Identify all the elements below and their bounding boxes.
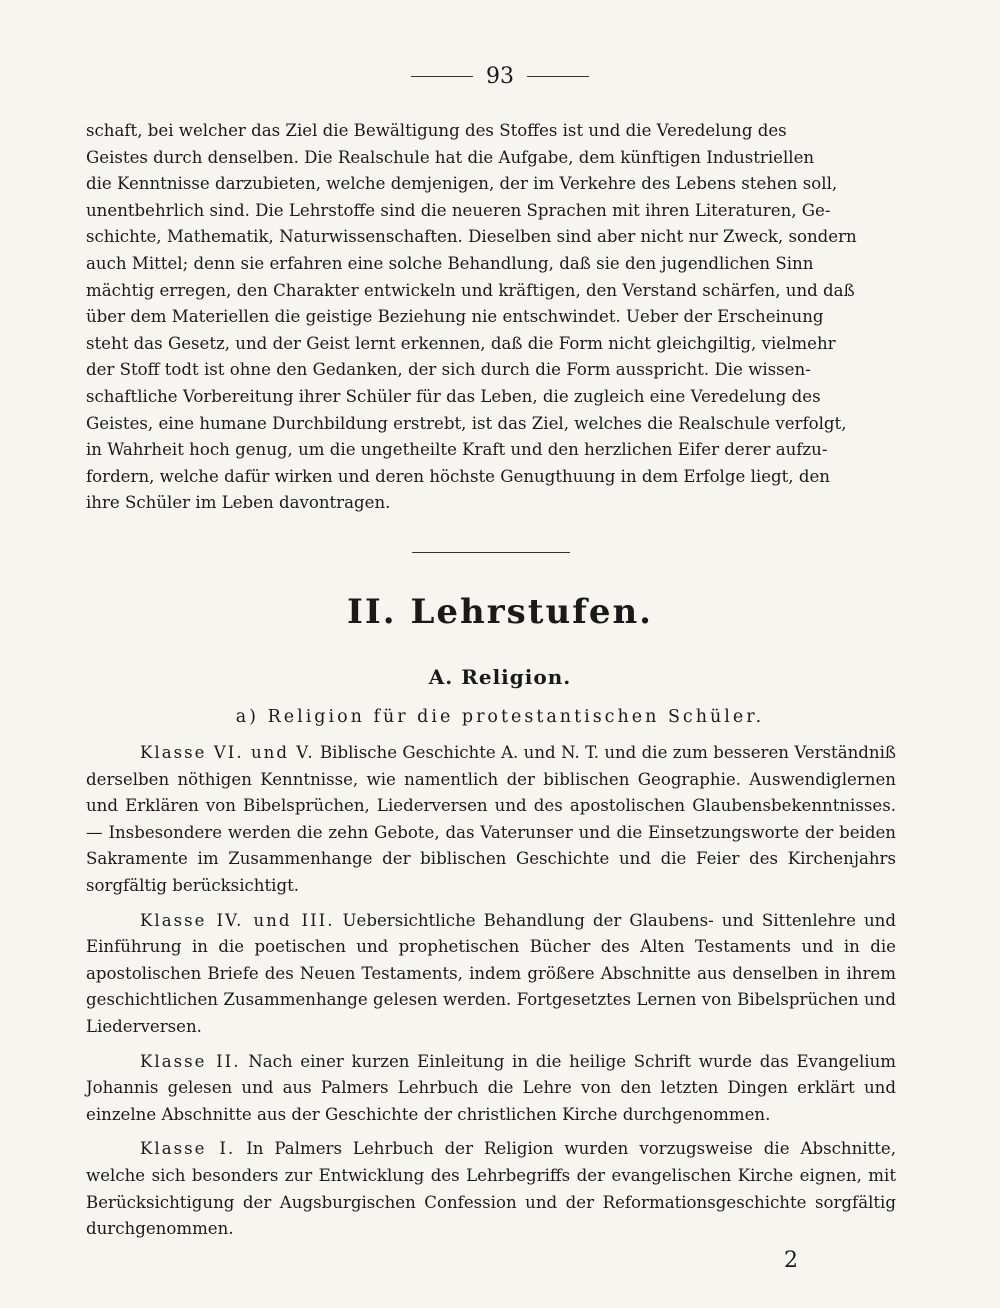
text-line: Geistes, eine humane Durchbildung erstrebt, ist das Ziel, welches die Realschule verfolgt, — [86, 413, 847, 433]
klasse-label: Klasse VI. und V. — [140, 743, 315, 762]
page-number: 93 — [486, 64, 514, 89]
text-line: schaft, bei welcher das Ziel die Bewältigung des Stoffes ist und die Veredelung des — [86, 121, 787, 140]
text-line: Geistes durch denselben. Die Realschule hat die Aufgabe, dem künftigen Industriellen — [86, 147, 815, 167]
klasse-label: Klasse I. — [140, 1139, 236, 1159]
text-line: die Kenntnisse darzubieten, welche demjenigen, der im Verkehre des Lebens stehen soll, — [86, 174, 838, 194]
text-line: schichte, Mathematik, Naturwissenschaften. Dieselben sind aber nicht nur Zweck, sondern — [86, 227, 857, 247]
text-line: steht das Gesetz, und der Geist lernt erkennen, daß die Form nicht gleichgiltig, vielmehr — [86, 333, 836, 353]
klasse-text: In Palmers Lehrbuch der Religion wurden vorzugsweise die Abschnitte, welche sich besonders zur Entwicklung des Lehrbegriffs der evangelischen Kirche eignen, mit Berücksichtigung der Augsburgischen Confession und der Reformationsgeschichte sorgfältig durchgenommen. — [86, 1139, 897, 1239]
text-line: mächtig erregen, den Charakter entwickeln und kräftigen, den Verstand schärfen, und daß — [86, 280, 855, 300]
klasse-text: Uebersichtliche Behandlung der Glaubens- und Sittenlehre und Einführung in die poetischen und prophetischen Bücher des Alten Testaments und in die apostolischen Briefe des Neuen Testaments, indem größere Abschnitte aus denselben in ihrem geschichtlichen Zusammenhange gelesen werden. Fortgesetztes Lernen von Bibelsprüchen und Liederversen. — [86, 910, 896, 1036]
text-line: auch Mittel; denn sie erfahren eine solche Behandlung, daß sie den jugendlichen Sinn — [86, 253, 814, 273]
section-title: II. Lehrstufen. — [346, 592, 654, 632]
klasse-paragraph — [86, 1136, 896, 1242]
klasse-paragraph — [86, 908, 896, 1041]
text-line: über dem Materiellen die geistige Beziehung nie entschwindet. Ueber der Erscheinung — [86, 307, 824, 327]
text-line: unentbehrlich sind. Die Lehrstoffe sind die neueren Sprachen mit ihren Literaturen, Ge- — [86, 200, 831, 220]
text-line: in Wahrheit hoch genug, um die ungetheilte Kraft und den herzlichen Eifer derer aufzu- — [86, 440, 828, 460]
klasse-label: Klasse IV. und III. — [140, 910, 335, 930]
subsection-title: A. Religion. — [428, 665, 572, 689]
section-divider — [412, 552, 570, 553]
klasse-paragraph — [86, 1049, 896, 1129]
page-header — [0, 64, 1000, 89]
subsubsection-title: a) Religion für die protestantischen Schüler. — [235, 707, 765, 727]
header-rule-left — [411, 76, 473, 77]
header-rule-right — [527, 76, 589, 77]
klassen-list — [86, 740, 896, 1251]
signature-mark: 2 — [784, 1248, 798, 1273]
klasse-paragraph — [86, 740, 896, 900]
klasse-label: Klasse II. — [140, 1051, 241, 1071]
text-line: ihre Schüler im Leben davontragen. — [86, 493, 391, 513]
intro-paragraph — [86, 118, 896, 517]
text-line: schaftliche Vorbereitung ihrer Schüler für das Leben, die zugleich eine Veredelung des — [86, 386, 821, 406]
text-line: fordern, welche dafür wirken und deren höchste Genugthuung in dem Erfolge liegt, den — [86, 466, 830, 486]
klasse-text: Nach einer kurzen Einleitung in die heilige Schrift wurde das Evangelium Johannis gelesen und aus Palmers Lehrbuch die Lehre von den letzten Dingen erklärt und einzelne Abschnitte aus der Geschichte der christlichen Kirche durchgenommen. — [86, 1051, 896, 1124]
text-line: der Stoff todt ist ohne den Gedanken, der sich durch die Form ausspricht. Die wissen- — [86, 360, 811, 380]
klasse-text: Biblische Geschichte A. und N. T. und die zum besseren Verständniß derselben nöthigen Kenntnisse, wie namentlich der biblischen Geographie. Auswendiglernen und Erklären von Bibelsprüchen, Liederversen und des apostolischen Glaubensbekenntnisses. — Insbesondere werden die zehn Gebote, das Vaterunser und die Einsetzungsworte der beiden Sakramente im Zusammenhange der biblischen Geschichte und die Feier des Kirchenjahrs sorgfältig berücksichtigt. — [86, 743, 896, 895]
